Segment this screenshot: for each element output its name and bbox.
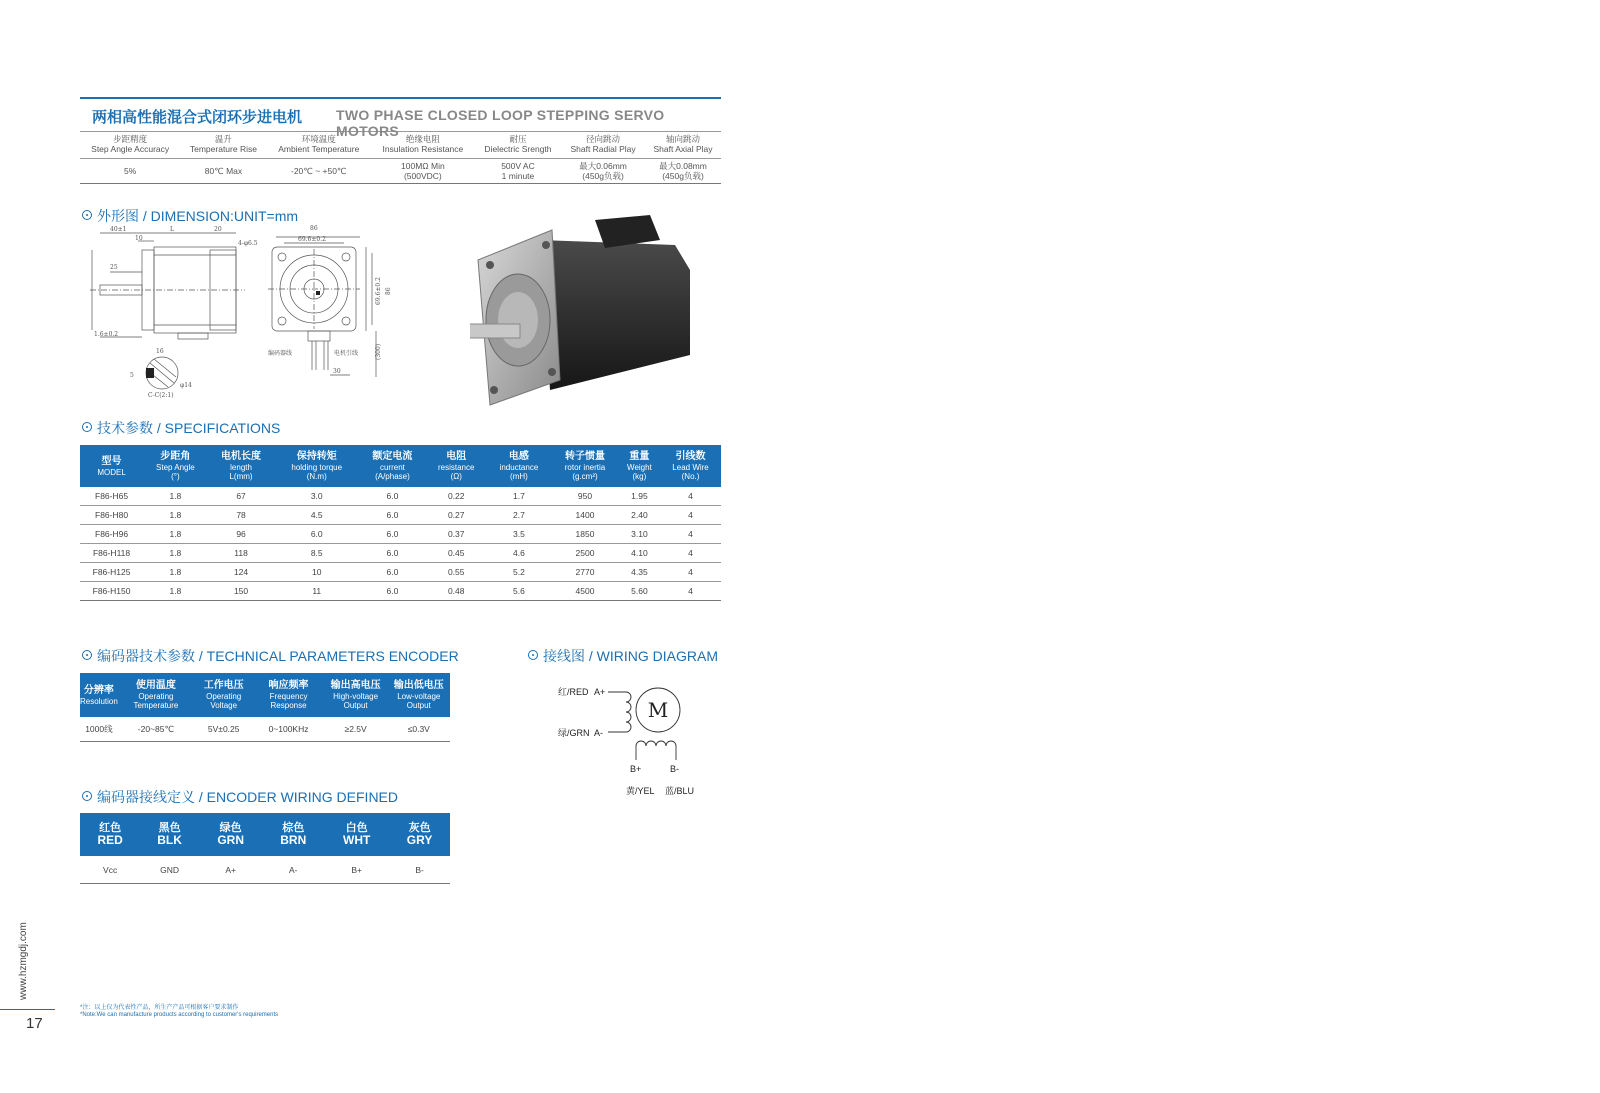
wire-yel-label: 黄/YEL <box>626 786 655 796</box>
table-row <box>80 544 721 563</box>
section-encoder-wiring-label: 编码器接线定义 / ENCODER WIRING DEFINED <box>97 789 399 805</box>
table-row <box>80 525 721 544</box>
header-en: Step Angle <box>156 463 195 472</box>
header-unit: (g.cm²) <box>572 472 598 481</box>
general-header-cell <box>561 130 645 159</box>
header-unit: (Ω) <box>450 472 462 481</box>
table-row <box>80 582 721 601</box>
header-en: Low-voltage Output <box>397 692 441 710</box>
table-cell: 0.37 <box>426 525 487 544</box>
header-en: RED <box>97 833 123 847</box>
column-header <box>143 445 208 487</box>
table-cell: 6.0 <box>359 582 426 601</box>
encoder-params-table <box>80 673 450 742</box>
header-en: GRY <box>406 833 433 847</box>
value-line: 100MΩ Min <box>401 161 445 171</box>
dim-text: (300) <box>375 343 382 360</box>
header-unit: (°) <box>171 472 180 481</box>
header-cn: 引线数 <box>675 451 706 462</box>
general-header-cell <box>475 130 561 159</box>
table-cell: 1.95 <box>619 487 660 506</box>
page-title-en: TWO PHASE CLOSED LOOP STEPPING SERVO MOTORS <box>336 107 665 139</box>
table-cell: 118 <box>208 544 275 563</box>
header-cn: 径向跳动 <box>586 134 621 144</box>
encoder-wiring-table <box>80 813 450 884</box>
general-header-cell <box>645 130 721 159</box>
table-row <box>80 563 721 582</box>
header-unit: (A/phase) <box>375 472 410 481</box>
dim-text: 69.6±0.2 <box>298 236 326 243</box>
general-value-cell <box>371 159 475 184</box>
header-en: BLK <box>157 833 182 847</box>
wire-red-label: 红/RED <box>558 687 589 697</box>
dim-text: 1.6±0.2 <box>94 331 119 338</box>
column-header <box>660 445 721 487</box>
table-cell: 1.8 <box>143 582 208 601</box>
general-value-cell <box>180 159 266 184</box>
column-header <box>140 813 199 856</box>
table-cell: 124 <box>208 563 275 582</box>
table-cell: F86-H118 <box>80 544 143 563</box>
table-cell: 6.0 <box>359 544 426 563</box>
motor-symbol: M <box>647 698 669 722</box>
general-value-cell <box>80 159 180 184</box>
table-cell: 1000线 <box>80 717 118 742</box>
header-en: Frequency Response <box>269 692 308 710</box>
column-header <box>262 813 324 856</box>
dim-text: C-C(2:1) <box>148 392 174 399</box>
table-cell: 6.0 <box>359 506 426 525</box>
value-line: -20℃ ~ +50℃ <box>291 166 347 176</box>
header-en: MODEL <box>97 467 126 477</box>
header-unit: L(mm) <box>229 472 253 481</box>
header-en: GRN <box>217 833 244 847</box>
general-header-cell <box>180 130 266 159</box>
footnote <box>80 1005 278 1019</box>
header-cn: 环境温度 <box>301 134 336 144</box>
dim-text: 86 <box>385 287 392 295</box>
section-encoder-wiring <box>82 787 398 807</box>
section-specifications <box>82 418 280 438</box>
table-cell: Vcc <box>80 856 140 884</box>
header-en: Lead Wire <box>672 463 709 472</box>
header-cn: 额定电流 <box>372 451 413 462</box>
table-cell: 11 <box>274 582 359 601</box>
table-row <box>80 487 721 506</box>
motor-lead-label: 电机引线 <box>334 350 359 357</box>
table-cell: 5.2 <box>487 563 552 582</box>
table-cell: 0.48 <box>426 582 487 601</box>
table-cell: 4.10 <box>619 544 660 563</box>
dim-text: φ14 <box>180 382 192 389</box>
general-header-cell <box>267 130 371 159</box>
table-cell: 4 <box>660 563 721 582</box>
table-cell: 1.8 <box>143 525 208 544</box>
header-en: WHT <box>343 833 371 847</box>
header-cn: 耐压 <box>509 134 527 144</box>
table-cell: 10 <box>274 563 359 582</box>
table-cell: 1400 <box>551 506 619 525</box>
table-cell: F86-H65 <box>80 487 143 506</box>
header-cn: 电机长度 <box>221 451 262 462</box>
table-cell: 0.27 <box>426 506 487 525</box>
wire-blu-label: 蓝/BLU <box>665 786 695 796</box>
header-cn: 绝缘电阻 <box>405 134 440 144</box>
header-en: holding torque <box>291 463 343 472</box>
header-cn: 使用温度 <box>135 680 176 691</box>
specifications-table <box>80 445 721 601</box>
header-cn: 电阻 <box>446 451 467 462</box>
dim-text: 20 <box>214 226 222 233</box>
table-cell: 0.55 <box>426 563 487 582</box>
general-value-cell <box>267 159 371 184</box>
dim-text: 10 <box>135 235 143 242</box>
table-cell: 2770 <box>551 563 619 582</box>
dim-text: 69.6±0.2 <box>375 277 382 305</box>
table-cell: 1.8 <box>143 487 208 506</box>
table-cell: 4 <box>660 487 721 506</box>
header-cn: 响应频率 <box>268 680 309 691</box>
column-header <box>551 445 619 487</box>
table-cell: 4 <box>660 506 721 525</box>
table-cell: 1.7 <box>487 487 552 506</box>
table-row <box>80 506 721 525</box>
table-cell: 0~100KHz <box>253 717 323 742</box>
general-value-cell <box>475 159 561 184</box>
value-line: (500VDC) <box>403 171 442 181</box>
table-cell: 3.0 <box>274 487 359 506</box>
table-cell: 1.8 <box>143 506 208 525</box>
header-cn: 黑色 <box>158 822 181 834</box>
column-header <box>359 445 426 487</box>
table-cell: F86-H150 <box>80 582 143 601</box>
section-dimension-label: 外形图 / DIMENSION:UNIT=mm <box>97 208 299 224</box>
table-cell: A+ <box>199 856 262 884</box>
circle-bullet-icon <box>82 422 92 432</box>
value-line: 最大0.08mm <box>659 161 707 171</box>
value-line: 500V AC <box>501 161 535 171</box>
table-cell: 6.0 <box>274 525 359 544</box>
table-cell: 3.10 <box>619 525 660 544</box>
header-cn: 白色 <box>345 822 368 834</box>
header-cn: 步距精度 <box>113 134 148 144</box>
table-cell: 6.0 <box>359 487 426 506</box>
header-en: Ambient Temperature <box>278 144 360 154</box>
motor-photo <box>470 210 710 410</box>
header-en: length <box>230 463 252 472</box>
header-cn: 型号 <box>101 455 122 467</box>
header-cn: 电感 <box>508 451 529 462</box>
header-en: Step Angle Accuracy <box>91 144 170 154</box>
table-cell: 0.22 <box>426 487 487 506</box>
header-cn: 保持转矩 <box>296 451 337 462</box>
value-line: 最大0.06mm <box>579 161 627 171</box>
table-cell: 96 <box>208 525 275 544</box>
value-line: 5% <box>123 166 137 176</box>
header-cn: 灰色 <box>408 822 431 834</box>
dim-text: 86 <box>310 225 318 232</box>
header-en: Operating Temperature <box>133 692 179 710</box>
table-cell: 78 <box>208 506 275 525</box>
circle-bullet-icon <box>82 650 92 660</box>
header-en: Shaft Axial Play <box>653 144 713 154</box>
header-en: rotor inertia <box>564 463 606 472</box>
table-cell: B- <box>389 856 450 884</box>
header-en: Resolution <box>80 696 118 706</box>
table-cell: 150 <box>208 582 275 601</box>
value-line: 1 minute <box>501 171 535 181</box>
header-cn: 重量 <box>629 451 650 462</box>
header-en: Weight <box>627 463 652 472</box>
dim-text: 4-φ6.5 <box>238 240 258 247</box>
encoder-lead-label: 编码器线 <box>268 350 293 357</box>
header-en: High-voltage Output <box>333 692 379 710</box>
column-header <box>389 813 450 856</box>
dimension-drawing <box>80 225 420 410</box>
table-cell: 4500 <box>551 582 619 601</box>
table-cell: 2.40 <box>619 506 660 525</box>
footnote-cn: *注：以上仅为代表性产品，所生产产品可根据客户要求制作 <box>80 1005 239 1011</box>
value-line: 80℃ Max <box>204 166 243 176</box>
general-value-cell <box>561 159 645 184</box>
table-cell: 4.35 <box>619 563 660 582</box>
header-en: Insulation Resistance <box>382 144 464 154</box>
table-cell: 1.8 <box>143 544 208 563</box>
header-cn: 分辨率 <box>83 684 114 696</box>
header-cn: 转子惯量 <box>564 451 605 462</box>
column-header <box>194 673 253 717</box>
header-cn: 输出低电压 <box>393 680 444 691</box>
table-cell: F86-H125 <box>80 563 143 582</box>
table-cell: 5V±0.25 <box>194 717 253 742</box>
header-cn: 轴向跳动 <box>665 134 700 144</box>
table-cell: 4 <box>660 525 721 544</box>
dim-text: 5 <box>130 372 134 379</box>
dim-text: 25 <box>110 264 118 271</box>
general-header-cell <box>371 130 475 159</box>
page-title-cn: 两相高性能混合式闭环步进电机 <box>92 109 303 126</box>
table-cell: 2.7 <box>487 506 552 525</box>
section-wiring-label: 接线图 / WIRING DIAGRAM <box>543 648 718 664</box>
table-cell: 8.5 <box>274 544 359 563</box>
header-cn: 棕色 <box>282 822 305 834</box>
header-cn: 步距角 <box>160 451 191 462</box>
header-cn: 红色 <box>99 822 122 834</box>
circle-bullet-icon <box>528 650 538 660</box>
table-cell: -20~85℃ <box>118 717 194 742</box>
header-en: Operating Voltage <box>206 692 242 710</box>
column-header <box>80 673 118 717</box>
column-header <box>199 813 262 856</box>
header-cn: 绿色 <box>219 822 242 834</box>
table-cell: B+ <box>324 856 389 884</box>
header-cn: 输出高电压 <box>330 680 381 691</box>
column-header <box>118 673 194 717</box>
header-en: resistance <box>437 463 475 472</box>
wiring-diagram <box>548 680 708 800</box>
column-header <box>426 445 487 487</box>
header-en: inductance <box>499 463 539 472</box>
table-cell: 67 <box>208 487 275 506</box>
section-specs-label: 技术参数 / SPECIFICATIONS <box>97 420 281 436</box>
column-header <box>80 813 140 856</box>
header-unit: (N.m) <box>306 472 327 481</box>
header-cn: 温升 <box>214 134 232 144</box>
column-header <box>324 813 389 856</box>
dim-text: 40±1 <box>110 226 127 233</box>
table-cell: ≥2.5V <box>324 717 388 742</box>
column-header <box>253 673 323 717</box>
table-cell: 0.45 <box>426 544 487 563</box>
header-en: Shaft Radial Play <box>570 144 636 154</box>
column-header <box>324 673 388 717</box>
wire-grn-label: 绿/GRN <box>558 728 590 738</box>
dim-text: 30 <box>333 368 341 375</box>
general-header-cell <box>80 130 180 159</box>
column-header <box>487 445 552 487</box>
wire-b-plus-label: B+ <box>630 764 642 774</box>
header-unit: (No.) <box>681 472 700 481</box>
header-cn: 工作电压 <box>203 680 244 691</box>
table-cell: ≤0.3V <box>388 717 450 742</box>
table-cell: GND <box>140 856 199 884</box>
table-cell: 1.8 <box>143 563 208 582</box>
general-params-table <box>80 130 721 184</box>
column-header <box>80 445 143 487</box>
wire-a-plus-label: A+ <box>594 687 606 697</box>
circle-bullet-icon <box>82 791 92 801</box>
section-wiring <box>528 646 718 666</box>
dim-text: 16 <box>156 348 164 355</box>
table-cell: 1850 <box>551 525 619 544</box>
section-encoder-label: 编码器技术参数 / TECHNICAL PARAMETERS ENCODER <box>97 648 459 664</box>
section-encoder <box>82 646 459 666</box>
footnote-en: *Note:We can manufacture products according to customer's requirements <box>80 1012 279 1018</box>
column-header <box>619 445 660 487</box>
table-cell: 950 <box>551 487 619 506</box>
wire-b-minus-label: B- <box>670 764 679 774</box>
table-cell: 2500 <box>551 544 619 563</box>
table-cell: 4 <box>660 582 721 601</box>
table-cell: 4.6 <box>487 544 552 563</box>
header-en: BRN <box>280 833 307 847</box>
table-cell: 4 <box>660 544 721 563</box>
header-en: current <box>379 463 405 472</box>
table-cell: 5.60 <box>619 582 660 601</box>
column-header <box>274 445 359 487</box>
dim-text: L <box>170 226 174 233</box>
value-line: (450g负载) <box>662 171 704 181</box>
table-cell: 5.6 <box>487 582 552 601</box>
value-line: (450g负载) <box>582 171 624 181</box>
page-rule <box>0 1009 55 1010</box>
page-number: 17 <box>26 1015 43 1032</box>
section-dimension <box>82 206 298 226</box>
column-header <box>208 445 275 487</box>
table-cell: 3.5 <box>487 525 552 544</box>
table-cell: F86-H80 <box>80 506 143 525</box>
table-cell: F86-H96 <box>80 525 143 544</box>
table-cell: A- <box>262 856 324 884</box>
general-value-cell <box>645 159 721 184</box>
header-unit: (mH) <box>510 472 528 481</box>
circle-bullet-icon <box>82 210 92 220</box>
website-url: www.hzmgdj.com <box>18 922 29 1000</box>
header-en: Dielectric Srength <box>484 144 552 154</box>
column-header <box>388 673 450 717</box>
table-cell: 6.0 <box>359 563 426 582</box>
table-cell: 6.0 <box>359 525 426 544</box>
table-cell: 4.5 <box>274 506 359 525</box>
header-unit: (kg) <box>632 472 647 481</box>
wire-a-minus-label: A- <box>594 728 603 738</box>
header-en: Temperature Rise <box>189 144 257 154</box>
